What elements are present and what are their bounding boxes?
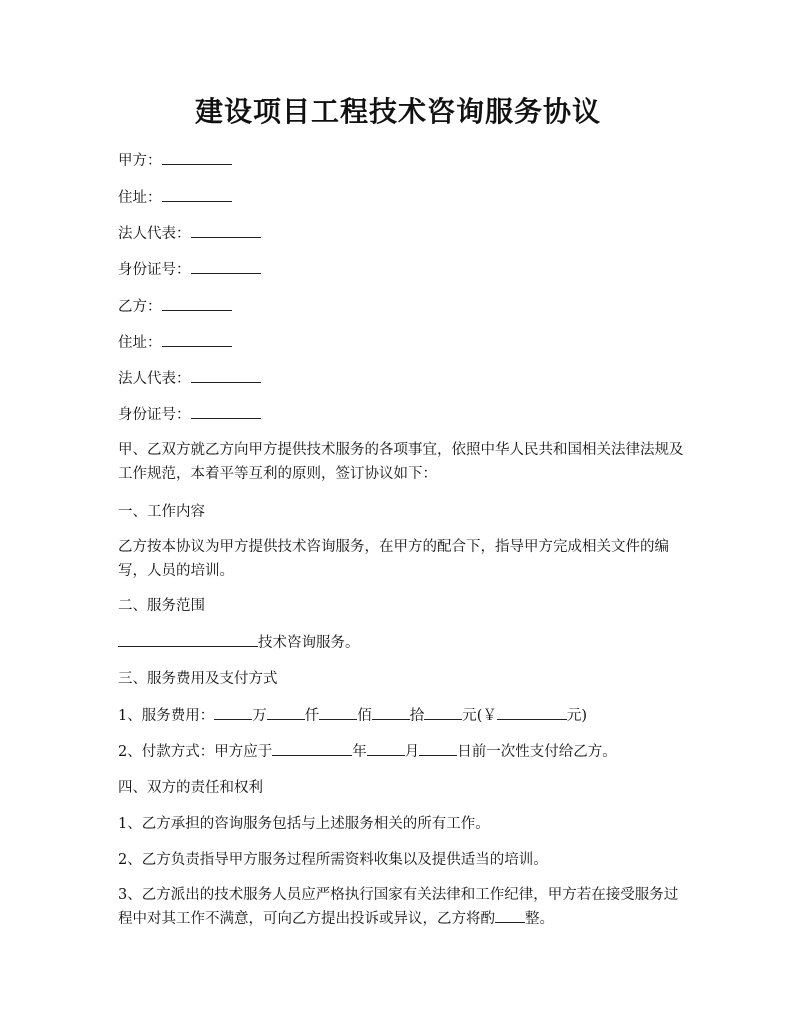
fee-wan-blank <box>214 705 252 720</box>
payment-tail: 日前一次性支付给乙方。 <box>457 744 617 760</box>
section-1-heading: 一、工作内容 <box>118 504 205 520</box>
scope-suffix: 技术咨询服务。 <box>258 635 360 651</box>
party-b-address-line <box>118 332 683 353</box>
party-b-id-label: 身份证号： <box>118 407 191 423</box>
party-a-rep-line <box>118 223 683 244</box>
fee-shi-blank <box>372 705 410 720</box>
party-a-id-line <box>118 259 683 280</box>
party-a-address-blank <box>162 187 232 202</box>
party-b-id-blank <box>191 404 261 419</box>
party-b-address-blank <box>162 332 232 347</box>
party-a-rep-label: 法人代表： <box>118 226 191 242</box>
fee-bai-blank <box>319 705 357 720</box>
party-a-id-label: 身份证号： <box>118 262 191 278</box>
party-b-rep-blank <box>191 368 261 383</box>
party-a-rep-blank <box>191 223 261 238</box>
fee-label: 1、服务费用： <box>118 708 215 724</box>
payment-line <box>118 741 683 762</box>
party-b-id-line <box>118 404 683 425</box>
item-3-main: 3、乙方派出的技术服务人员应严格执行国家有关法律和工作纪律，甲方若在接受服务过程中对其工作不满意，可向乙方提出投诉或异议，乙方将酌 <box>118 887 679 927</box>
fee-qian-unit: 仟 <box>304 708 320 724</box>
party-a-name-label: 甲方： <box>118 153 162 169</box>
section-2-scope-line <box>118 632 683 653</box>
fee-close: 元) <box>566 708 588 724</box>
section-1-body: 乙方按本协议为甲方提供技术咨询服务，在甲方的配合下，指导甲方完成相关文件的编写，人员的培训。 <box>118 539 669 579</box>
party-a-name-line <box>118 150 683 171</box>
document-title: 建设项目工程技术咨询服务协议 <box>194 95 601 128</box>
fee-amount-blank <box>497 705 567 720</box>
section-4-item-3 <box>118 883 688 931</box>
party-a-name-blank <box>162 150 232 165</box>
section-2-heading: 二、服务范围 <box>118 598 205 614</box>
fee-qian-blank <box>267 705 305 720</box>
party-a-id-blank <box>191 259 261 274</box>
party-b-rep-line <box>118 368 683 389</box>
fee-shi-unit: 拾 <box>409 708 425 724</box>
section-3-heading: 三、服务费用及支付方式 <box>118 671 278 687</box>
party-b-rep-label: 法人代表： <box>118 371 191 387</box>
payment-label: 2、付款方式：甲方应于 <box>118 744 273 760</box>
payment-year-blank <box>272 741 352 756</box>
item-3-tail: 整。 <box>525 911 554 927</box>
fee-line <box>118 705 683 726</box>
party-b-name-blank <box>162 296 232 311</box>
party-a-address-line <box>118 187 683 208</box>
fee-yuan-unit: 元(￥ <box>462 708 497 724</box>
party-b-name-line <box>118 296 683 317</box>
fee-yuan-blank <box>424 705 462 720</box>
party-b-name-label: 乙方： <box>118 299 162 315</box>
party-b-address-label: 住址： <box>118 335 162 351</box>
payment-month-blank <box>367 741 405 756</box>
payment-year-unit: 年 <box>352 744 367 760</box>
fee-bai-unit: 佰 <box>357 708 372 724</box>
payment-month-unit: 月 <box>404 744 420 760</box>
item-3-blank <box>495 908 525 923</box>
intro-paragraph: 甲、乙双方就乙方向甲方提供技术服务的各项事宜，依照中华人民共和国相关法律法规及工作规范，本着平等互利的原则，签订协议如下： <box>118 442 684 482</box>
scope-blank <box>118 632 258 647</box>
section-4-item-2: 2、乙方负责指导甲方服务过程所需资料收集以及提供适当的培训。 <box>118 852 548 868</box>
section-4-heading: 四、双方的责任和权利 <box>118 780 263 796</box>
party-a-address-label: 住址： <box>118 190 162 206</box>
fee-wan-unit: 万 <box>252 708 267 724</box>
payment-day-blank <box>419 741 457 756</box>
section-4-item-1: 1、乙方承担的咨询服务包括与上述服务相关的所有工作。 <box>118 816 490 832</box>
